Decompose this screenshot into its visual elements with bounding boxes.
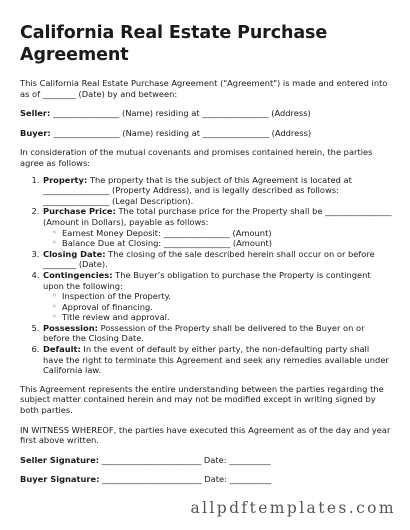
intro-paragraph: This California Real Estate Purchase Agreement ("Agreement") is made and entered into as of ________ (Date) by and between: [20,78,388,99]
contingency-item: ◦ Inspection of the Property. [62,291,392,302]
document-title: California Real Estate Purchase Agreement [20,23,328,65]
clause-default [42,344,392,376]
clause-text: The total purchase price for the Property shall be ________________ (Amount in Dollars), payable as follows: [43,206,392,227]
clause-heading: Possession: [43,322,98,333]
entire-agreement-paragraph: This Agreement represents the entire understanding between the parties regarding the subject matter contained herein and may not be modified except in writing signed by both parties. [20,383,384,416]
buyer-text: ________________ (Name) residing at ________________ (Address) [50,127,312,138]
seller-label: Seller: [20,108,51,119]
clause-text: The Buyer’s obligation to purchase the Property is contingent upon the following: [43,269,371,291]
contingency-item: ◦ Title review and approval. [62,312,392,323]
buyer-label: Buyer: [20,127,51,138]
clauses-list [20,175,392,376]
seller-signature-text: ________________________ Date: __________ [99,454,271,465]
clause-text: The property that is the subject of this Agreement is located at ________________ (Property Address), and is legally described as follows: ________________ (Legal Description). [43,174,352,206]
seller-signature-label: Seller Signature: [20,454,100,465]
clause-closing-date [42,249,392,270]
seller-line [20,108,392,119]
seller-signature-line [20,455,392,466]
payment-item: ◦ Earnest Money Deposit: ________________ (Amount) [62,228,392,239]
buyer-signature-line [20,474,392,485]
contingency-sublist [43,291,392,323]
buyer-signature-label: Buyer Signature: [20,474,100,485]
clause-purchase-price [42,206,392,248]
clause-text: Possession of the Property shall be delivered to the Buyer on or before the Closing Date. [43,322,365,344]
payment-sublist [43,228,392,249]
clause-property [42,175,392,207]
buyer-signature-text: ________________________ Date: __________ [99,474,272,485]
clause-heading: Purchase Price: [43,206,116,217]
buyer-line [20,128,392,139]
watermark: allpdftemplates.com [190,499,396,517]
witness-paragraph: IN WITNESS WHEREOF, the parties have executed this Agreement as of the day and year first above written. [20,424,391,446]
clause-text: In the event of default by either party, the non-defaulting party shall have the right to terminate this Agreement and seek any remedies available under California law. [43,344,389,376]
clause-heading: Property: [43,174,88,185]
clause-heading: Default: [43,344,81,355]
clause-heading: Contingencies: [43,269,113,280]
document-page [20,22,392,494]
seller-text: ________________ (Name) residing at ________________ (Address) [50,108,311,119]
consideration-paragraph: In consideration of the mutual covenants and promises contained herein, the parties agree as follows: [20,147,373,168]
clause-possession [42,323,392,344]
clause-text: The closing of the sale described herein shall occur on or before ________ (Date). [43,248,375,270]
clause-heading: Closing Date: [43,248,106,259]
contingency-item: ◦ Approval of financing. [62,302,392,313]
clause-contingencies [42,270,392,323]
payment-item: ◦ Balance Due at Closing: ________________ (Amount) [62,238,392,249]
